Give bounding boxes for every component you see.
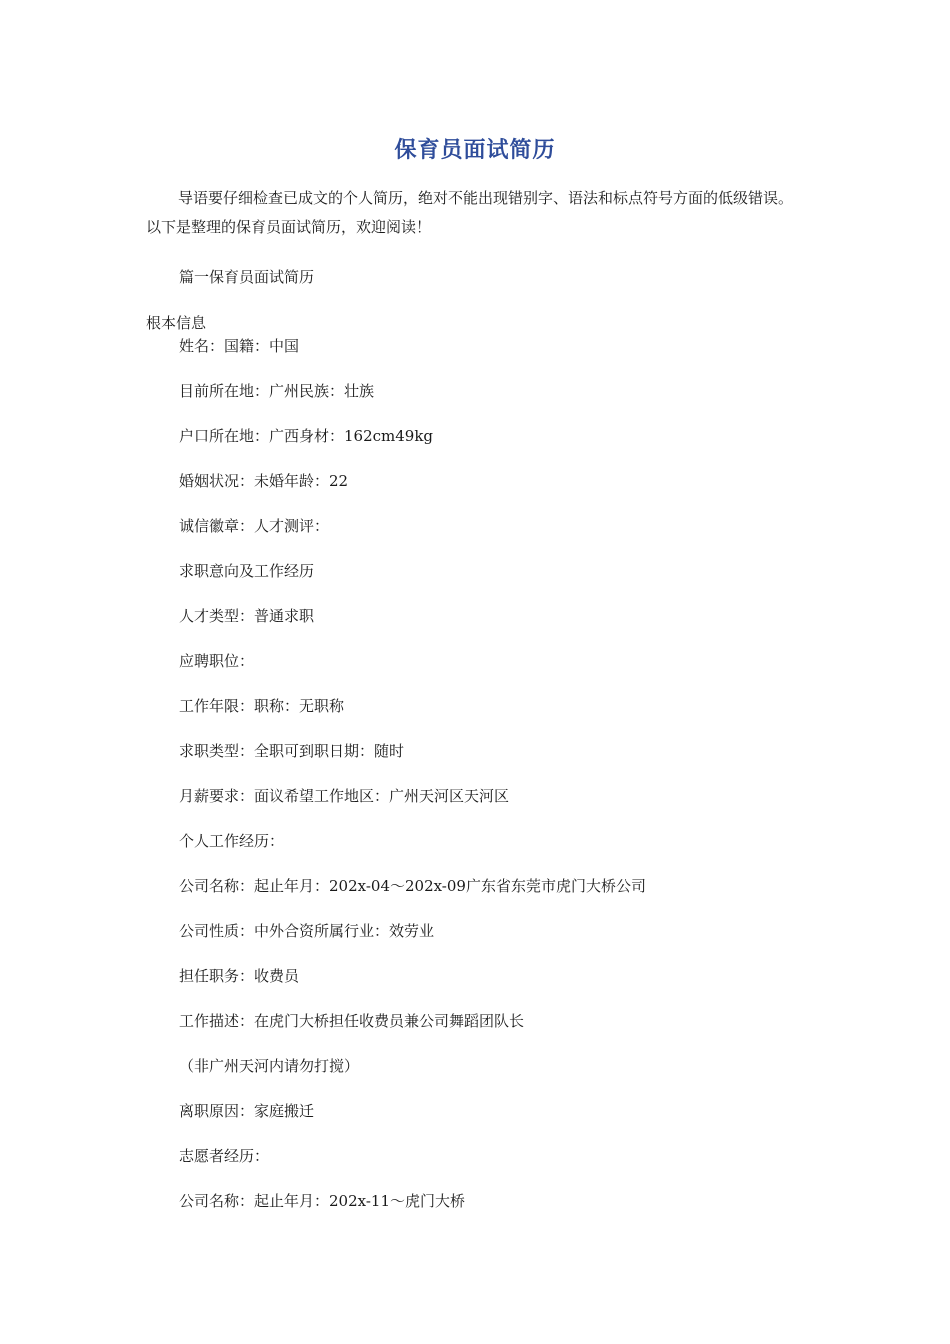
work-line-leave-reason: 离职原因：家庭搬迁 (179, 1102, 315, 1120)
info-line-years: 工作年限：职称：无职称 (179, 697, 345, 715)
info-line-name: 姓名：国籍：中国 (179, 337, 300, 355)
section-heading: 篇一保育员面试简历 (179, 268, 315, 286)
info-line-marital: 婚姻状况：未婚年龄：22 (179, 472, 349, 490)
work-history-heading: 个人工作经历： (179, 832, 285, 850)
volunteer-line-company: 公司名称：起止年月：202x-11～虎门大桥 (179, 1192, 465, 1210)
info-line-salary: 月薪要求：面议希望工作地区：广州天河区天河区 (179, 787, 510, 805)
work-line-description: 工作描述：在虎门大桥担任收费员兼公司舞蹈团队长 (179, 1012, 525, 1030)
work-line-nature: 公司性质：中外合资所属行业：效劳业 (179, 922, 435, 940)
document-title: 保育员面试简历 (394, 138, 556, 163)
info-line-badge: 诚信徽章：人才测评： (179, 517, 330, 535)
info-line-job-type: 求职类型：全职可到职日期：随时 (179, 742, 405, 760)
basic-info-heading: 根本信息 (146, 314, 207, 332)
info-line-talent-type: 人才类型：普通求职 (179, 607, 315, 625)
volunteer-heading: 志愿者经历： (179, 1147, 270, 1165)
info-line-location: 目前所在地：广州民族：壮族 (179, 382, 375, 400)
work-line-note: （非广州天河内请勿打搅） (179, 1057, 360, 1075)
info-line-position: 应聘职位： (179, 652, 255, 670)
job-intent-heading: 求职意向及工作经历 (179, 562, 315, 580)
intro-paragraph: 导语要仔细检查已成文的个人简历，绝对不能出现错别字、语法和标点符号方面的低级错误。以下是整理的保育员面试简历，欢迎阅读！ (146, 189, 794, 236)
work-line-role: 担任职务：收费员 (179, 967, 300, 985)
work-line-company: 公司名称：起止年月：202x-04～202x-09广东省东莞市虎门大桥公司 (179, 877, 646, 895)
info-line-hukou: 户口所在地：广西身材：162cm49kg (179, 427, 434, 445)
